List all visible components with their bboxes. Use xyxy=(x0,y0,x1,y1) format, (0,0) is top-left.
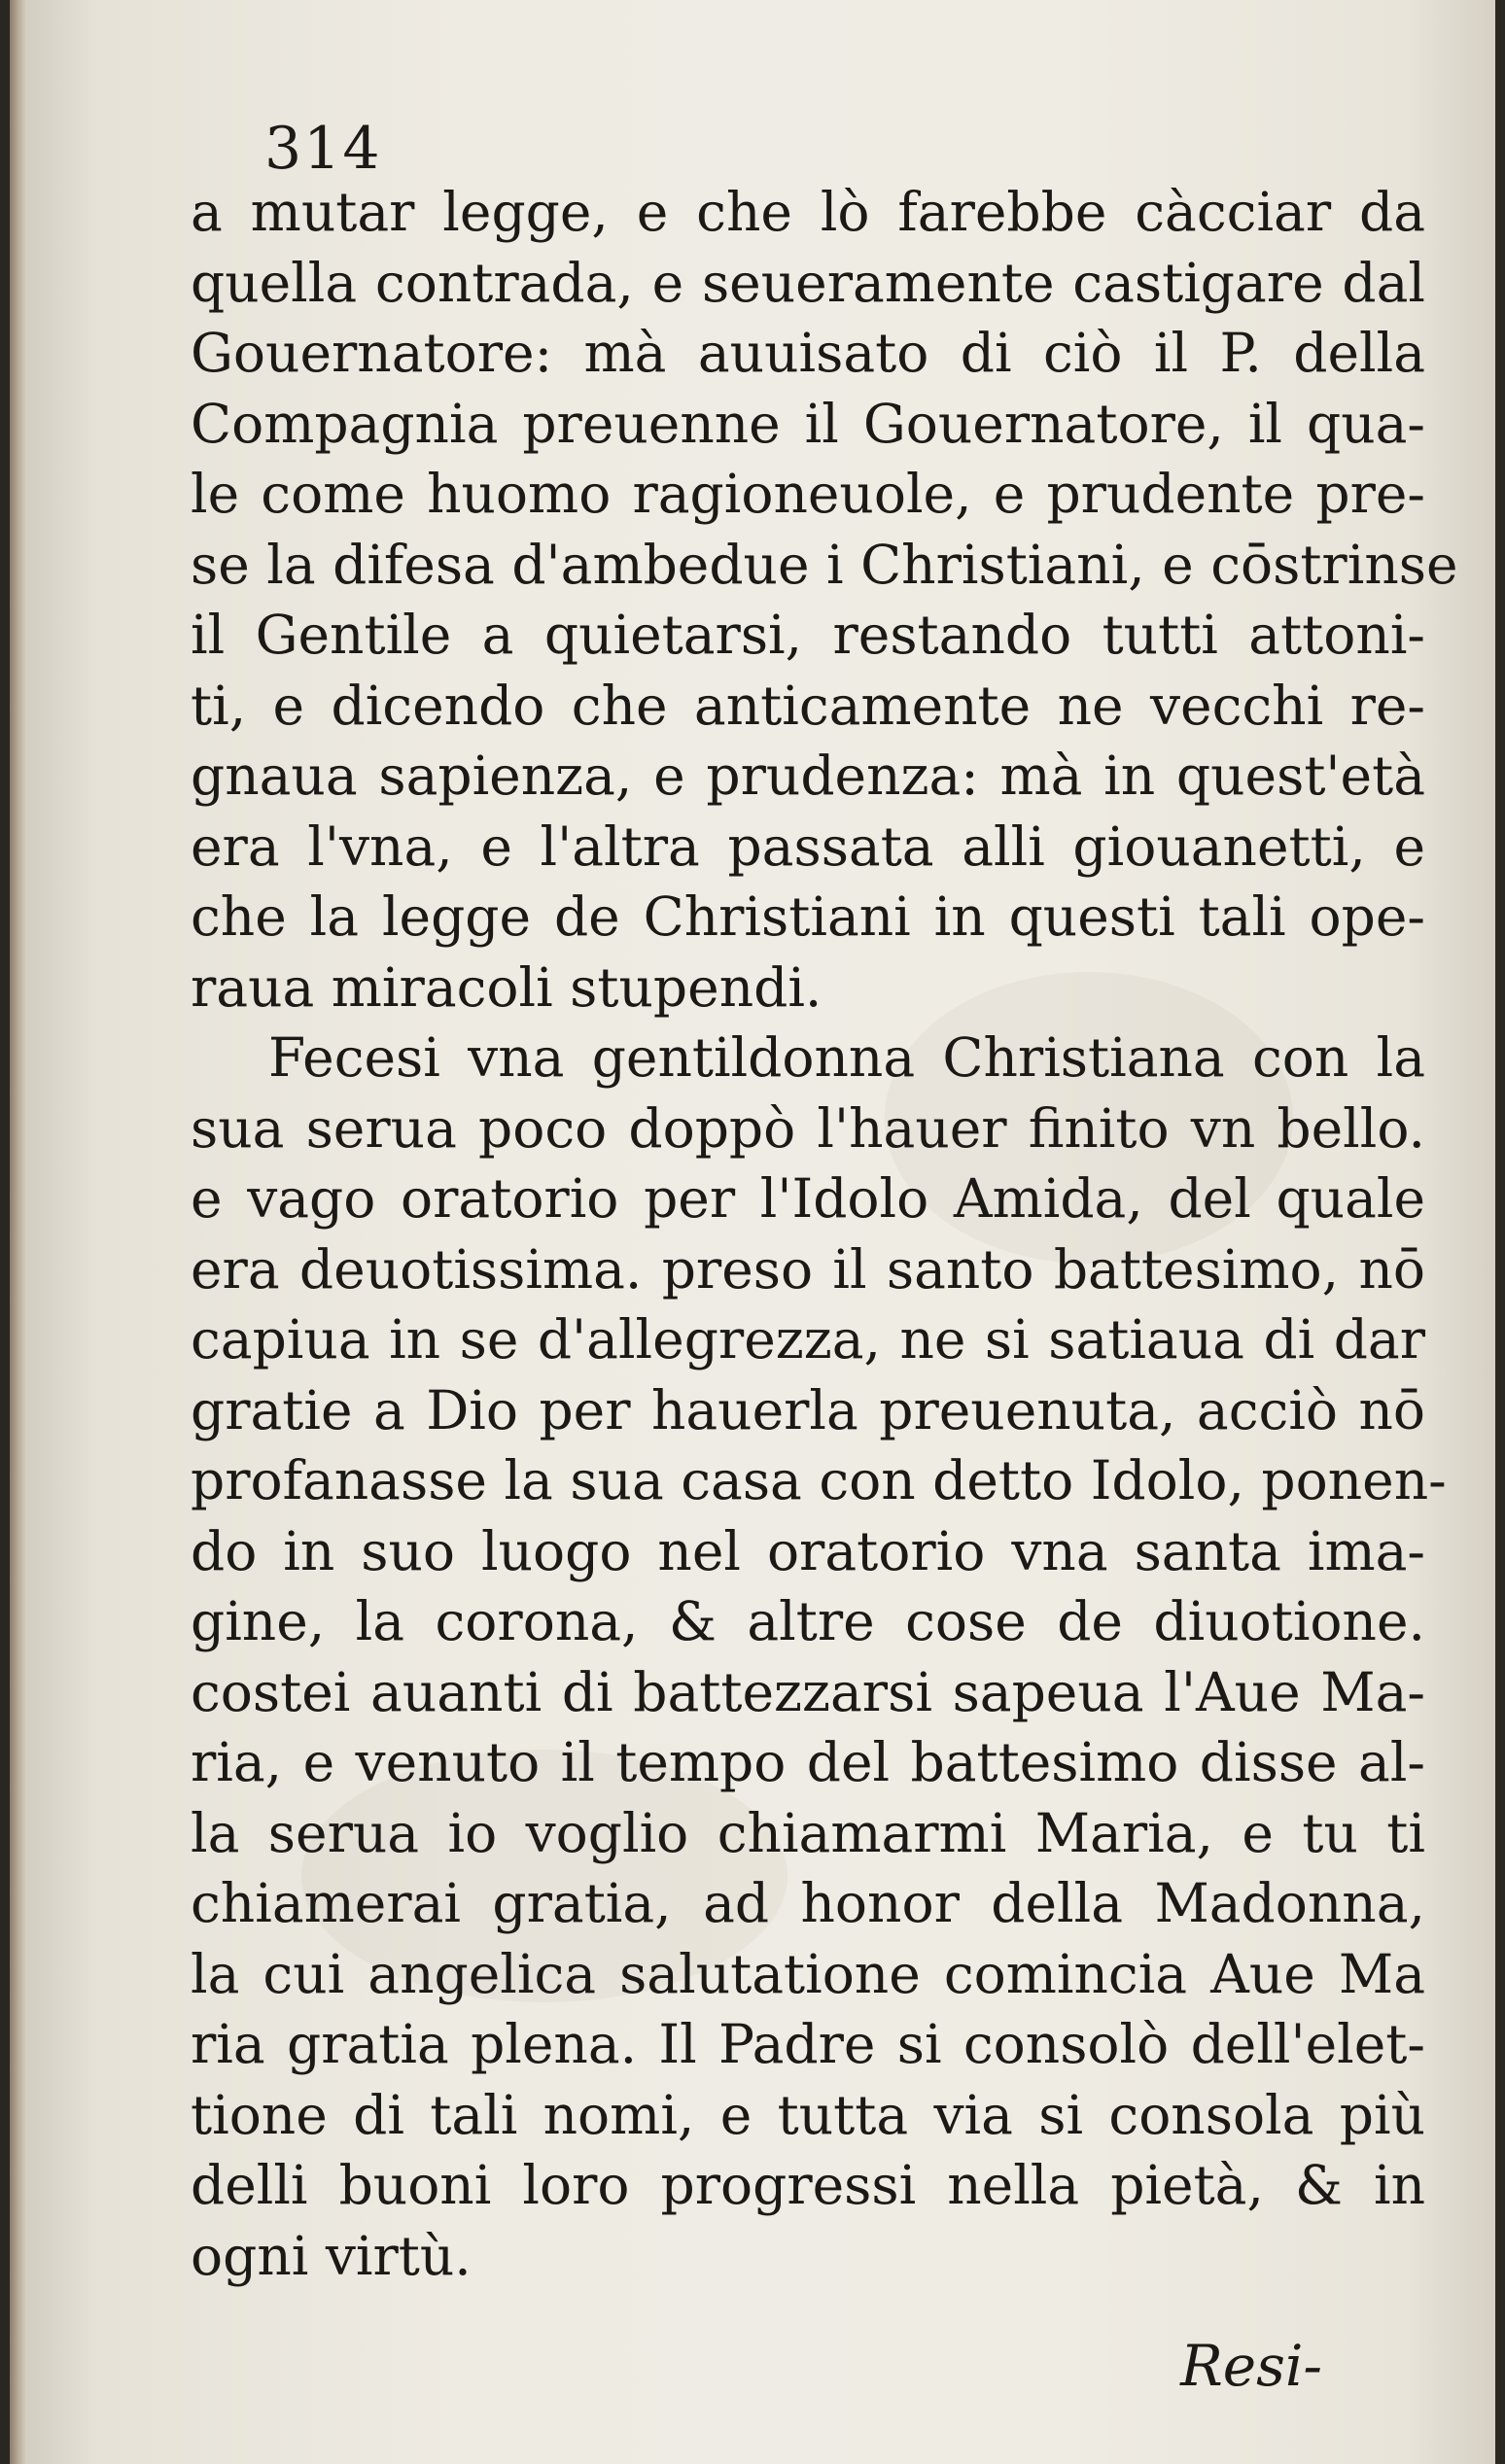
text-line: era l'vna, e l'altra passata alli giouanetti, e xyxy=(191,815,1425,878)
text-line: ria gratia plena. Il Padre si consolò dell'elet- xyxy=(191,2013,1425,2075)
text-line: era deuotissima. preso il santo battesimo, nō xyxy=(191,1237,1425,1301)
book-page xyxy=(10,0,1495,2464)
text-line: raua miracoli stupendi. xyxy=(191,955,822,1019)
text-line: le come huomo ragioneuole, e prudente pre- xyxy=(191,463,1425,525)
text-line: sua serua poco doppò l'hauer finito vn bello. xyxy=(191,1096,1425,1160)
text-line: che la legge de Christiani in questi tali ope- xyxy=(191,885,1425,948)
paragraph xyxy=(191,1023,1447,2291)
text-line: profanasse la sua casa con detto Idolo, ponen- xyxy=(191,1449,1447,1511)
text-line: chiamerai gratia, ad honor della Madonna, xyxy=(191,1872,1425,1934)
catchword: Resi- xyxy=(1180,2333,1322,2399)
text-line: ria, e venuto il tempo del battesimo disse al- xyxy=(191,1731,1425,1793)
text-line: costei auanti di battezzarsi sapeua l'Aue Ma- xyxy=(191,1660,1425,1723)
text-line: delli buoni loro progressi nella pietà, & in xyxy=(191,2154,1425,2216)
text-line: il Gentile a quietarsi, restando tutti attoni- xyxy=(191,604,1425,666)
text-line: ogni virtù. xyxy=(191,2224,472,2287)
text-line: tione di tali nomi, e tutta via si consola più xyxy=(191,2083,1425,2146)
text-line: se la difesa d'ambedue i Christiani, e cōstrinse xyxy=(191,533,1458,596)
page-gutter-edge xyxy=(10,0,27,2464)
text-line: gnaua sapienza, e prudenza: mà in quest'età xyxy=(191,745,1425,807)
text-line: a mutar legge, e che lò farebbe càcciar da xyxy=(191,181,1425,243)
text-line: Gouernatore: mà auuisato di ciò il P. della xyxy=(191,322,1425,384)
text-line: gine, la corona, & altre cose de diuotione. xyxy=(191,1590,1425,1652)
text-line: quella contrada, e seueramente castigare dal xyxy=(191,251,1425,314)
text-line: la serua io voglio chiamarmi Maria, e tu ti xyxy=(191,1801,1425,1864)
text-line: do in suo luogo nel oratorio vna santa ima- xyxy=(191,1519,1425,1582)
body-text xyxy=(191,177,1458,2291)
text-line: capiua in se d'allegrezza, ne si satiaua di dar xyxy=(191,1308,1425,1371)
text-line: Compagnia preuenne il Gouernatore, il qua- xyxy=(191,392,1425,455)
text-line: gratie a Dio per hauerla preuenuta, acciò nō xyxy=(191,1378,1425,1441)
text-line: la cui angelica salutatione comincia Aue Ma xyxy=(191,1942,1425,2005)
paragraph xyxy=(191,177,1458,1023)
text-line: ti, e dicendo che anticamente ne vecchi re- xyxy=(191,674,1425,737)
text-line: Fecesi vna gentildonna Christiana con la xyxy=(268,1026,1425,1089)
text-line: e vago oratorio per l'Idolo Amida, del quale xyxy=(191,1167,1425,1230)
page-number: 314 xyxy=(264,115,382,183)
